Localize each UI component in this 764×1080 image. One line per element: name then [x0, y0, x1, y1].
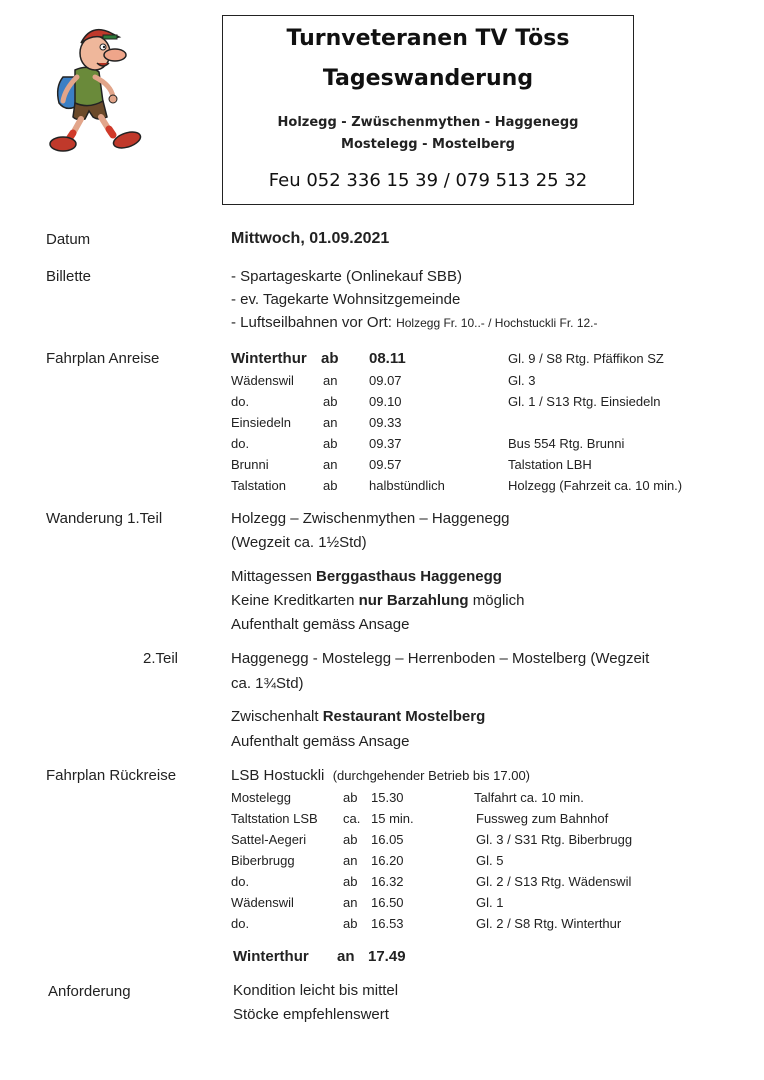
table-row-mode: ab	[343, 832, 358, 847]
table-row-mode: an	[323, 457, 338, 472]
table-row-info: Gl. 3 / S31 Rtg. Biberbrugg	[476, 832, 633, 847]
table-row-info: Talfahrt ca. 10 min.	[474, 790, 584, 805]
club-title: Turnveteranen TV Töss	[286, 26, 570, 51]
billette-item-1: - Spartageskarte (Onlinekauf SBB)	[231, 268, 462, 285]
teil1-stay: Aufenthalt gemäss Ansage	[231, 616, 410, 633]
table-row-mode: an	[323, 373, 338, 388]
table-row-mode: ab	[343, 790, 358, 805]
table-row-time: 16.20	[371, 853, 404, 868]
table-row-mode: ab	[323, 394, 338, 409]
table-row-time: 15.30	[371, 790, 404, 805]
anforderung-line-1: Kondition leicht bis mittel	[233, 982, 399, 999]
table-row-time: 09.10	[369, 394, 402, 409]
teil1-lunch	[231, 568, 502, 585]
route-line-1: Holzegg - Zwüschenmythen - Haggenegg	[277, 115, 579, 130]
table-row-station: Biberbrugg	[231, 853, 295, 868]
table-row-info: Gl. 1 / S13 Rtg. Einsiedeln	[508, 394, 661, 409]
table-row-info: Bus 554 Rtg. Brunni	[508, 436, 625, 451]
teil2-route: Haggenegg - Mostelegg – Herrenboden – Mostelberg (Wegzeit	[231, 650, 650, 667]
table-row-station: Talstation	[231, 478, 286, 493]
teil2-stop-prefix: Zwischenhalt	[231, 708, 323, 725]
table-row-info: Gl. 1	[476, 895, 504, 910]
teil1-lunch-place: Berggasthaus Haggenegg	[316, 568, 502, 585]
rueckreise-head-note: (durchgehender Betrieb bis 17.00)	[332, 768, 531, 783]
table-row-mode: an	[343, 895, 358, 910]
table-row-station: Sattel-Aegeri	[231, 832, 307, 847]
table-row-station: do.	[231, 394, 250, 409]
table-row-mode: an	[323, 415, 338, 430]
table-row-station: Wädenswil	[231, 895, 294, 910]
table-row-time: 09.57	[369, 457, 402, 472]
teil2-stop-place: Restaurant Mostelberg	[322, 708, 486, 725]
table-row-info: Gl. 2 / S8 Rtg. Winterthur	[476, 916, 622, 931]
table-row-time: 16.05	[371, 832, 404, 847]
table-row-mode: ab	[323, 436, 338, 451]
table-row-mode: an	[343, 853, 358, 868]
hiker-cartoon-logo	[45, 15, 150, 155]
billette-item-3	[231, 314, 598, 331]
table-row-time: 15 min.	[371, 811, 414, 826]
table-row-time: halbstündlich	[369, 478, 445, 493]
table-row-time: 08.11	[369, 350, 406, 367]
table-row-station: do.	[231, 916, 250, 931]
table-row-station: do.	[231, 874, 250, 889]
title-box	[222, 15, 634, 205]
table-row-info: Gl. 3	[508, 373, 536, 388]
table-row-mode: ab	[343, 916, 358, 931]
final-station: Winterthur	[233, 948, 309, 965]
teil1-lunch-prefix: Mittagessen	[231, 568, 317, 585]
table-row-info: Gl. 9 / S8 Rtg. Pfäffikon SZ	[508, 351, 664, 366]
rueckreise-head-station: LSB Hostuckli	[231, 767, 325, 784]
contact-phone: Feu 052 336 15 39 / 079 513 25 32	[268, 170, 588, 191]
table-row-info: Gl. 2 / S13 Rtg. Wädenswil	[476, 874, 632, 889]
route-line-2: Mostelegg - Mostelberg	[341, 137, 515, 152]
table-row-station: Winterthur	[231, 350, 307, 367]
teil1-pay-bold: nur Barzahlung	[358, 592, 469, 609]
table-row-time: 09.33	[369, 415, 402, 430]
teil2-stay: Aufenthalt gemäss Ansage	[231, 733, 410, 750]
billette-label: Billette	[46, 268, 92, 285]
billette-item-2: - ev. Tagekarte Wohnsitzgemeinde	[231, 291, 461, 308]
billette-item-3-main: - Luftseilbahnen vor Ort:	[231, 314, 392, 331]
table-row-station: Einsiedeln	[231, 415, 291, 430]
rueckreise-label: Fahrplan Rückreise	[46, 767, 177, 784]
final-mode: an	[337, 948, 355, 965]
teil1-label: Wanderung 1.Teil	[46, 510, 163, 527]
table-row-time: 09.37	[369, 436, 402, 451]
table-row-mode: ab	[323, 478, 338, 493]
table-row-mode: ab	[321, 350, 339, 367]
table-row-mode: ab	[343, 874, 358, 889]
table-row-station: Taltstation LSB	[231, 811, 318, 826]
teil1-payment	[231, 592, 524, 609]
table-row-time: 16.53	[371, 916, 404, 931]
event-title: Tageswanderung	[322, 66, 534, 91]
table-row-station: do.	[231, 436, 250, 451]
table-row-station: Brunni	[231, 457, 269, 472]
teil1-route: Holzegg – Zwischenmythen – Haggenegg	[231, 510, 510, 527]
teil1-pay-prefix: Keine Kreditkarten	[231, 592, 359, 609]
teil1-pay-suffix: möglich	[468, 592, 525, 609]
datum-label: Datum	[46, 231, 91, 248]
table-row-time: 09.07	[369, 373, 402, 388]
datum-value: Mittwoch, 01.09.2021	[231, 230, 390, 247]
final-time: 17.49	[368, 948, 406, 965]
teil2-label: 2.Teil	[143, 650, 179, 667]
table-row-mode: ca.	[343, 811, 361, 826]
billette-item-3-prices: Holzegg Fr. 10..- / Hochstuckli Fr. 12.-	[396, 316, 598, 330]
table-row-info: Gl. 5	[476, 853, 504, 868]
teil2-stop	[231, 708, 485, 725]
table-row-station: Wädenswil	[231, 373, 294, 388]
anreise-label: Fahrplan Anreise	[46, 350, 160, 367]
table-row-station: Mostelegg	[231, 790, 291, 805]
teil2-duration: ca. 1¾Std)	[231, 675, 304, 692]
anforderung-label: Anforderung	[48, 983, 131, 1000]
table-row-info: Holzegg (Fahrzeit ca. 10 min.)	[508, 478, 683, 493]
table-row-info: Talstation LBH	[508, 457, 592, 472]
teil1-duration: (Wegzeit ca. 1½Std)	[231, 534, 367, 551]
anforderung-line-2: Stöcke empfehlenswert	[233, 1006, 389, 1023]
table-row-time: 16.32	[371, 874, 404, 889]
table-row-time: 16.50	[371, 895, 404, 910]
rueckreise-head	[231, 767, 530, 784]
table-row-info: Fussweg zum Bahnhof	[476, 811, 609, 826]
